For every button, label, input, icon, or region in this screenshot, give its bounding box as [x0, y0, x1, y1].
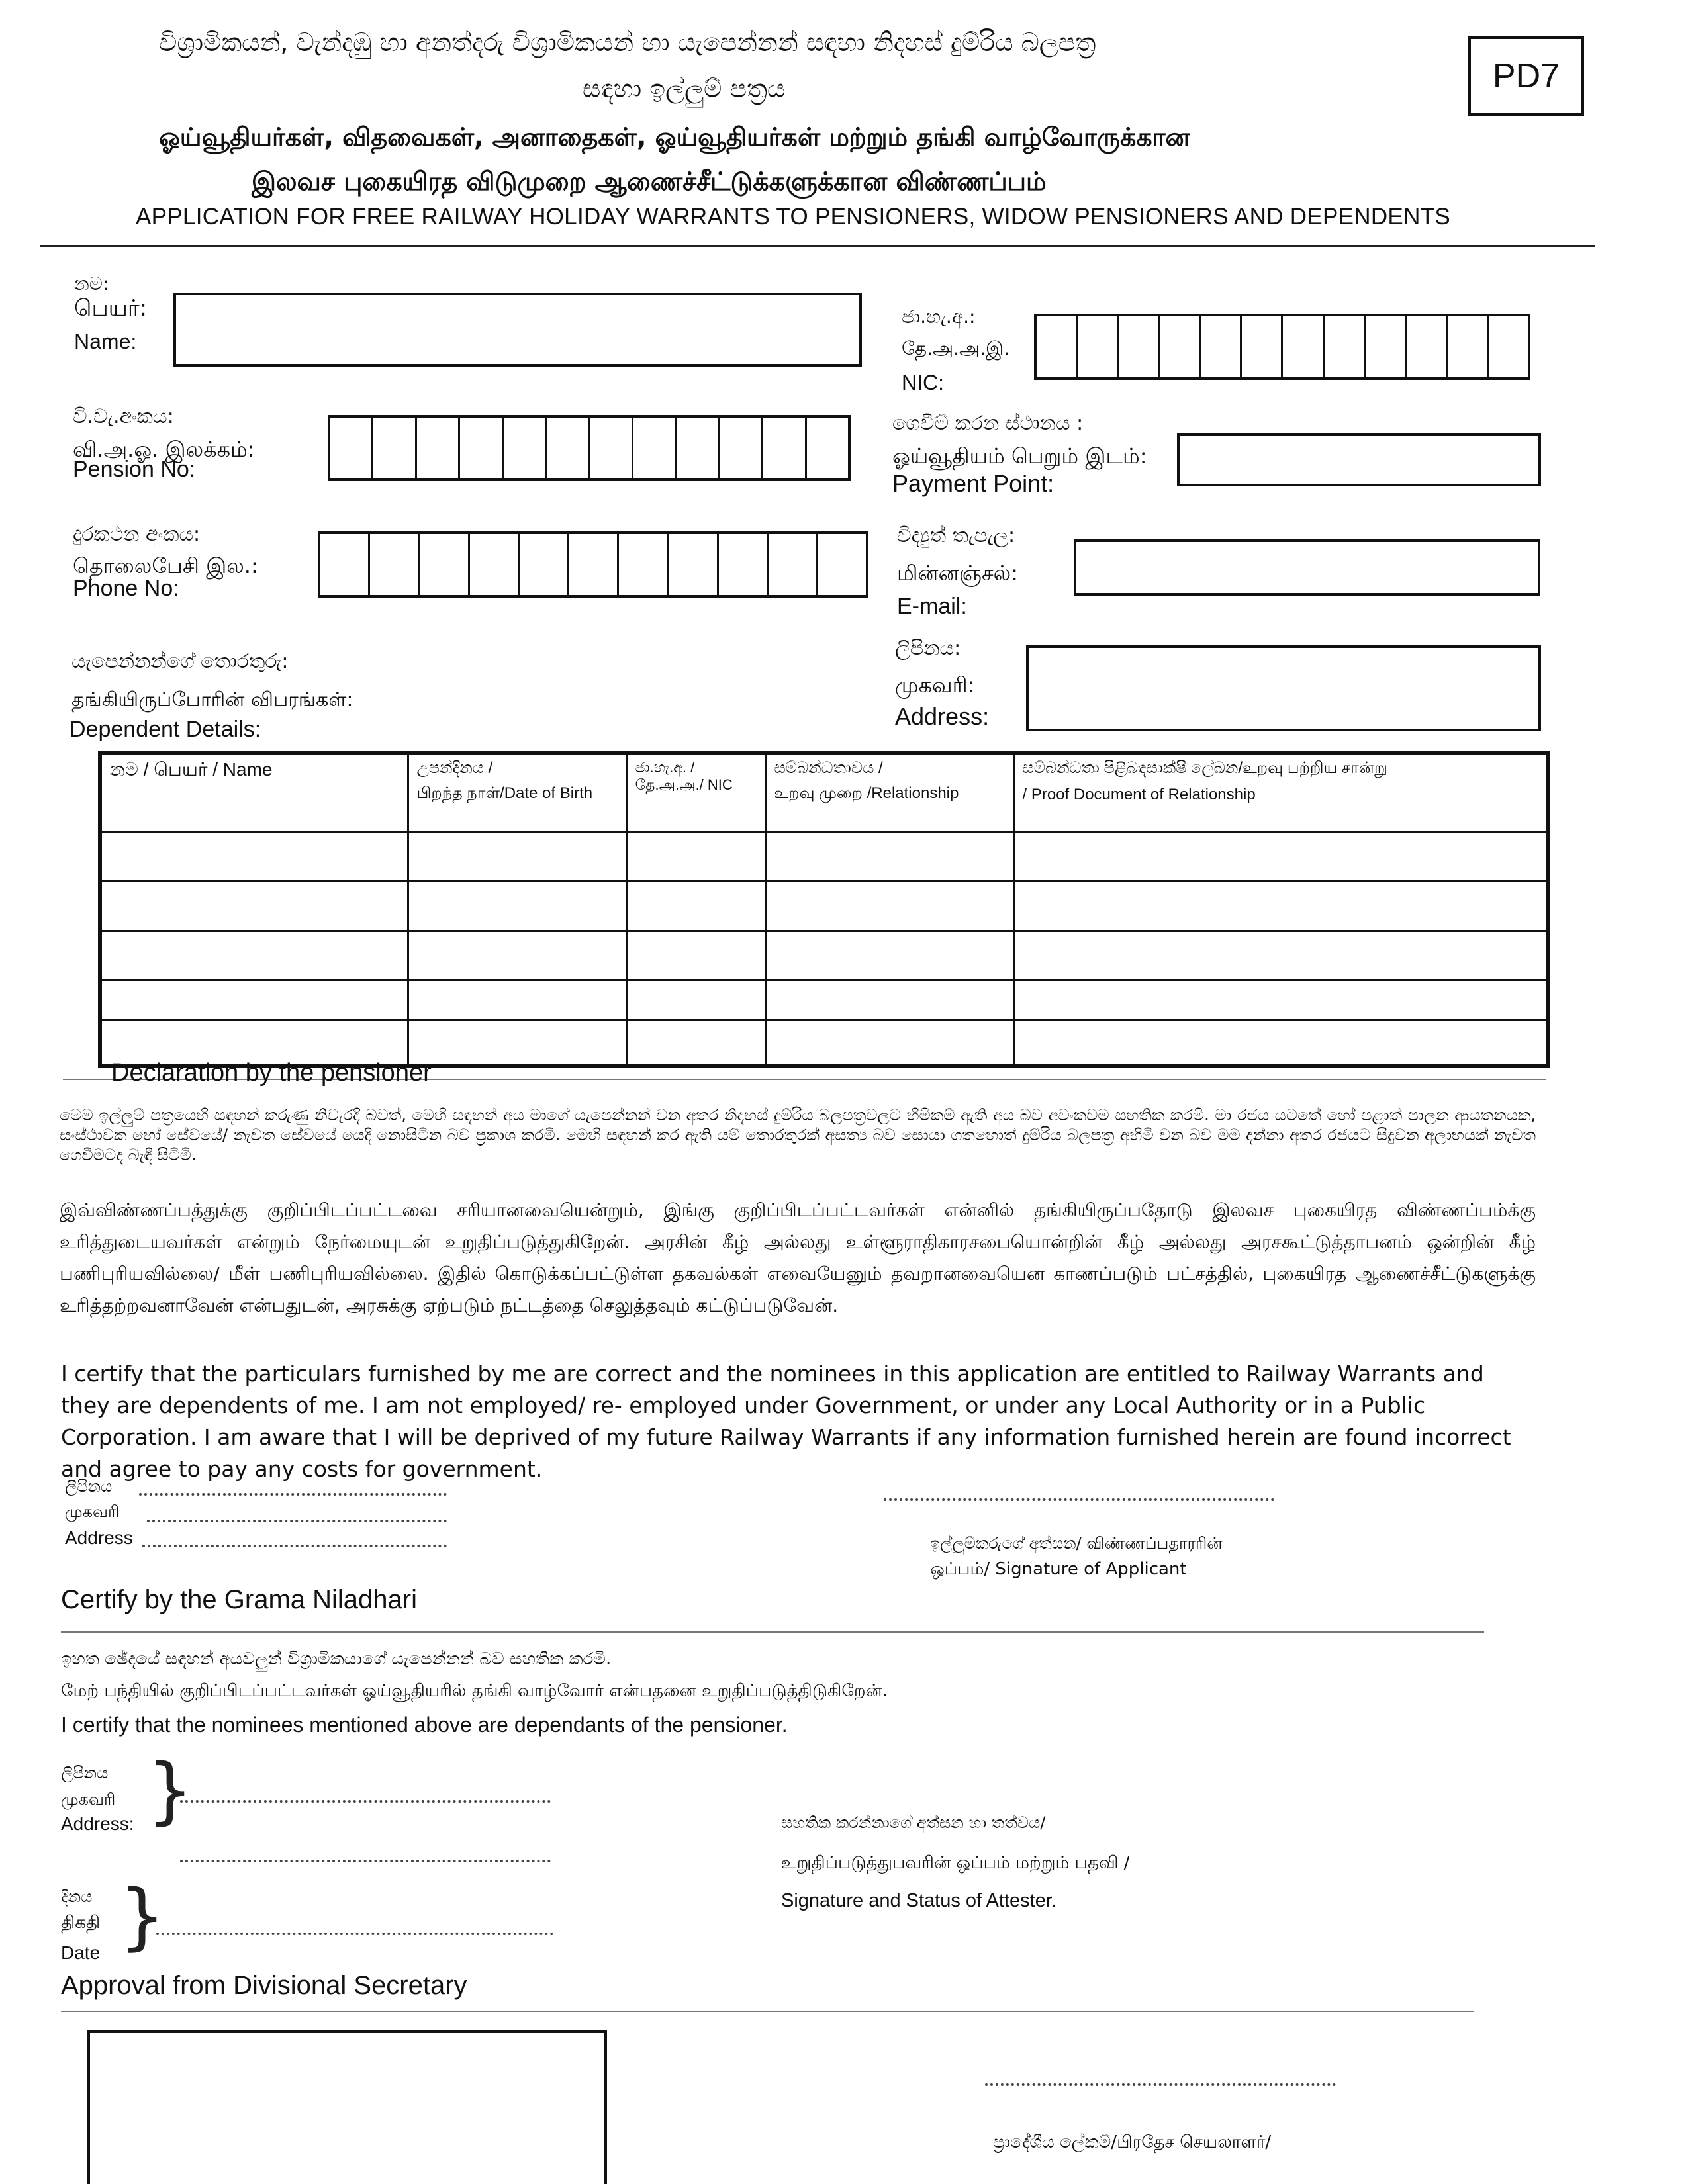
address-label-en: Address: [895, 703, 990, 730]
dependents-label-ta: தங்கியிருப்போரின் விபரங்கள்: [71, 688, 353, 711]
grama-date-brace: } [119, 1874, 165, 1958]
declaration-address-line-1[interactable] [139, 1493, 447, 1496]
grama-address-ta: முகவரி [61, 1790, 116, 1809]
dependents-table [98, 751, 1550, 1068]
grama-address-brace: } [147, 1748, 193, 1833]
title-tamil-line2: இலவச புகையிரத விடுமுறை ஆணைச்சீட்டுக்களுக்கான விண்ணப்பம் [252, 167, 1047, 196]
grama-address-si: ලිපිනය [61, 1764, 109, 1782]
payment-label-ta: ஓய்வூதியம் பெறும் இடம்: [892, 443, 1147, 469]
email-label-en: E-mail: [897, 594, 967, 619]
table-row[interactable] [100, 980, 1548, 1020]
grama-text-ta: மேற் பந்தியில் குறிப்பிடப்பட்டவர்கள் ஓய்வூதியரில் தங்கி வாழ்வோர் என்பதனை உறுதிப்படுத்திடுகிறேன். [61, 1681, 888, 1701]
grama-text-si: ඉහත ඡේදයේ සඳහන් අයවලුන් විශ්‍රාමිකයාගේ යැපෙන්නන් බව සහතික කරමි. [61, 1649, 612, 1669]
declaration-text-en: I certify that the particulars furnished by me are correct and the nominees in this application are entitled to Railway Warrants and they are dependents of me. I am not employed/ re- employed under Government, or under any Local Authority or in a Public Corporation. I am aware that I will be deprived of my future Railway Warrants if any information furnished herein are found incorrect and agree to pay any costs for government. [61, 1361, 1511, 1482]
address-input-box[interactable] [1026, 645, 1541, 731]
declaration-heading: Declaration by the pensioner [111, 1059, 432, 1087]
col-header-proof: සම්බන්ධතා පිළිබඳසාක්ෂි ලේඛන/உறவு பற்றிய சான்று / Proof Document of Relationship [1013, 753, 1548, 831]
grama-date-si: දිනය [61, 1888, 93, 1906]
col-header-relationship: සම්බන්ධතාවය / உறவு முறை /Relationship [765, 753, 1013, 831]
col-header-dob: උපන්දිනය / பிறந்த நாள்/Date of Birth [408, 753, 626, 831]
grama-heading: Certify by the Grama Niladhari [61, 1585, 417, 1614]
address-label-ta: முகவரி: [895, 672, 975, 698]
table-header-row [100, 753, 1548, 831]
declaration-address-line-3[interactable] [142, 1545, 447, 1547]
email-input-box[interactable] [1074, 539, 1540, 596]
title-sinhala-line2: සඳහා ඉල්ලුම් පත්‍රය [583, 74, 786, 103]
nic-label-ta: தே.அ.அ.இ. [902, 338, 1010, 359]
approval-box[interactable] [87, 2030, 607, 2184]
name-label-si: නම: [74, 273, 109, 295]
grama-address-en: Address: [61, 1813, 134, 1834]
approval-heading: Approval from Divisional Secretary [61, 1971, 467, 2000]
name-input-box[interactable] [173, 293, 862, 367]
email-label-si: විද්‍යුත් තැපැල: [897, 524, 1015, 547]
divisional-secretary-label: ප්‍රාදේශීය ලේකම්/பிரதேச செயலாளர்/ [993, 2132, 1272, 2152]
grama-date-ta: திகதி [61, 1913, 101, 1933]
declaration-address-en: Address [65, 1527, 133, 1548]
pension-label-en: Pension No: [73, 457, 196, 482]
approval-divider [61, 2011, 1474, 2012]
attester-label-en: Signature and Status of Attester. [781, 1890, 1056, 1911]
pension-label-ta: வி.அ.ஓ. இலக்கம்: [73, 437, 255, 462]
title-english: APPLICATION FOR FREE RAILWAY HOLIDAY WARRANTS TO PENSIONERS, WIDOW PENSIONERS AND DEPENDENTS [136, 204, 1450, 230]
form-code-box [1468, 36, 1584, 116]
form-code: PD7 [1492, 57, 1560, 95]
nic-input-cells[interactable] [1034, 314, 1530, 380]
payment-point-input-box[interactable] [1177, 433, 1541, 486]
title-sinhala-line1: විශ්‍රාමිකයන්, වැන්දඹු හා අනත්දරු විශ්‍රාමිකයන් හා යැපෙන්නන් සඳහා නිදහස් දුම්රිය බලපත්‍ර [159, 28, 1096, 57]
grama-address-line-2[interactable] [180, 1860, 551, 1862]
pension-label-si: වි.වැ.අංකය: [73, 405, 174, 428]
header-divider [40, 245, 1595, 247]
grama-address-line-1[interactable] [180, 1800, 551, 1803]
phone-label-si: දුරකථන අංකය: [73, 523, 201, 546]
table-row[interactable] [100, 881, 1548, 931]
applicant-signature-label-en: ஒப்பம்/ Signature of Applicant [930, 1559, 1187, 1579]
col-header-nic: ජා.හැ.අ. / தே.அ.அ./ NIC [626, 753, 765, 831]
name-label-ta: பெயர்: [74, 295, 148, 322]
declaration-address-si: ලිපිනය [65, 1477, 113, 1496]
name-label-en: Name: [74, 330, 137, 353]
nic-label-en: NIC: [902, 371, 944, 394]
attester-label-ta: உறுதிப்படுத்துபவரின் ஒப்பம் மற்றும் பதவி / [781, 1853, 1130, 1873]
dependents-label-en: Dependent Details: [70, 717, 261, 742]
declaration-text-si: මෙම ඉල්ලුම් පත්‍රයෙහි සඳහන් කරුණු නිවැරදි බවත්, මෙහි සඳහන් අය මාගේ යැපෙන්නන් වන අතර නිදහස් දුම්රිය බලපත්‍රවලට හිමිකම් ඇති අය බව අවංකවම සහතික කරමි. මා රජය යටතේ හෝ පළාත් පාලන ආයතනයක, සංස්ථාවක හෝ සේවයේ/ නැවත සේවයේ යෙදී නොසිටින බව ප්‍රකාශ කරමි. මෙහි සඳහන් කර ඇති යම් තොරතුරක් අසත්‍ය බව සොයා ගතහොත් දුම්රිය බලපත්‍ර අහිමි වන බව මම දන්නා අතර රජයට සිදුවන අලාභයක් නැවත ගෙවීමටද බැඳී සිටිමි. [60, 1106, 1536, 1164]
payment-label-si: ගෙවීම් කරන ස්ථානය : [892, 412, 1084, 435]
grama-date-line[interactable] [156, 1933, 553, 1935]
email-label-ta: மின்னஞ்சல்: [897, 561, 1018, 586]
declaration-address-ta: முகவரி [65, 1502, 120, 1521]
dependents-label-si: යැපෙන්නන්ගේ තොරතුරු: [71, 650, 289, 673]
declaration-text-ta: இவ்விண்ணப்பத்துக்கு குறிப்பிடப்பட்டவை சரியானவையென்றும், இங்கு குறிப்பிடப்பட்டவர்கள் என்னில் தங்கியிருப்பதோடு இலவச புகையிரத விண்ணப்பம்க்கு உரித்துடையவர்கள் என்றும் நேர்மையுடன் உறுதிப்படுத்துகிறேன். அரசின் கீழ் அல்லது உள்ளூராதிகாரசபையொன்றின் கீழ் அல்லது அரசகூட்டுத்தாபனம் ஒன்றின் கீழ் பணிபுரியவில்லை/ மீள் பணிபுரியவில்லை. இதில் கொடுக்கப்பட்டுள்ள தகவல்கள் எவையேனும் தவறானவையென காணப்படும் பட்சத்தில், புகையிரத ஆணைச்சீட்டுகளுக்கு உரித்தற்றவனாவேன் என்பதுடன், அரசுக்கு ஏற்படும் நட்டத்தை செலுத்தவும் கட்டுப்படுவேன். [60, 1199, 1536, 1316]
pension-no-input-cells[interactable] [328, 415, 851, 481]
table-row[interactable] [100, 931, 1548, 980]
divisional-secretary-signature-line[interactable] [985, 2083, 1336, 2086]
grama-divider [61, 1631, 1484, 1633]
applicant-signature-line[interactable] [884, 1498, 1274, 1501]
address-label-si: ලිපිනය: [895, 637, 961, 660]
attester-label-si: සහතික කරන්නාගේ අත්සන හා තත්වය/ [781, 1813, 1046, 1832]
title-tamil-line1: ஓய்வூதியர்கள், விதவைகள், அனாதைகள், ஓய்வூதியர்கள் மற்றும் தங்கி வாழ்வோருக்கான [159, 122, 1190, 152]
table-row[interactable] [100, 831, 1548, 881]
payment-label-en: Payment Point: [892, 470, 1055, 497]
grama-date-en: Date [61, 1942, 101, 1963]
phone-label-en: Phone No: [73, 576, 179, 601]
phone-label-ta: தொலைபேசி இல.: [73, 553, 258, 578]
declaration-address-line-2[interactable] [147, 1520, 447, 1522]
grama-text-en: I certify that the nominees mentioned above are dependants of the pensioner. [61, 1713, 788, 1737]
col-header-name: නම / பெயர் / Name [100, 753, 408, 831]
phone-input-cells[interactable] [318, 531, 868, 598]
applicant-signature-label-si-ta: ඉල්ලුම්කරුගේ අත්සන/ விண்ணப்பதாரரின் [930, 1534, 1223, 1553]
nic-label-si: ජා.හැ.අ.: [902, 306, 976, 328]
